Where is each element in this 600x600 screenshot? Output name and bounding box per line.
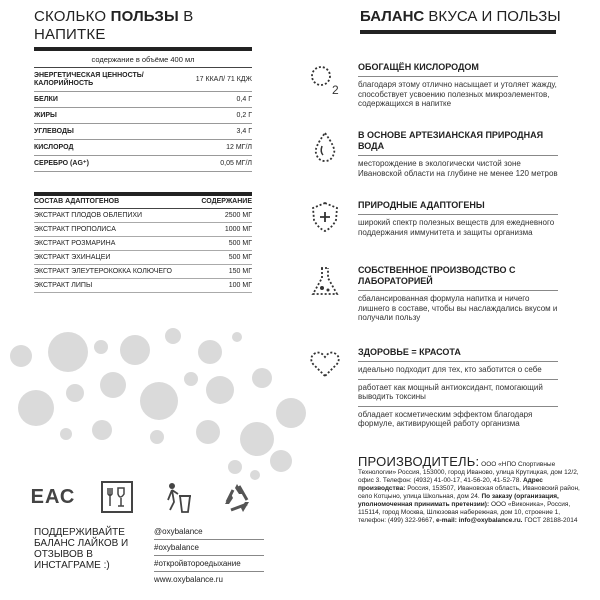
website-link[interactable]: www.oxybalance.ru <box>154 575 223 584</box>
adaptogen-value: 150 МГ <box>228 268 252 275</box>
nutrition-row <box>34 140 252 156</box>
nutrition-row <box>34 124 252 140</box>
nutrition-title <box>34 8 252 44</box>
right-title-bold: БАЛАНС <box>360 8 425 25</box>
bubble <box>140 382 178 420</box>
water-drop-icon <box>308 130 342 164</box>
feature-title: СОБСТВЕННОЕ ПРОИЗВОДСТВО С ЛАБОРАТОРИЕЙ <box>358 265 516 286</box>
adaptogen-value: 500 МГ <box>228 240 252 247</box>
adaptogen-name: ЭКСТРАКТ ЛИПЫ <box>34 282 93 289</box>
title-bold: ПОЛЬЗЫ <box>110 8 179 25</box>
nutrition-row <box>34 108 252 124</box>
instagram-call-to-action: ПОДДЕРЖИВАЙТЕ БАЛАНС ЛАЙКОВ И ОТЗЫВОВ В ИНСТАГРАМЕ :) <box>34 527 129 571</box>
social-links <box>154 524 264 587</box>
producer-label: ПРОИЗВОДИТЕЛЬ: <box>358 454 480 469</box>
feature-oxygen <box>332 62 558 109</box>
feature-water <box>358 130 558 178</box>
feature-description: сбалансированная формула напитка и ничего лишнего в составе, чтобы вы наслаждались вкусом и получали пользу <box>358 290 558 323</box>
social-hashtag[interactable]: #oxybalance <box>154 540 264 556</box>
oxygen-icon <box>308 62 342 96</box>
recycle-icon <box>218 478 256 516</box>
feature-adaptogens <box>358 200 558 237</box>
nutrient-name: ЭНЕРГЕТИЧЕСКАЯ ЦЕННОСТЬ/ КАЛОРИЙНОСТЬ <box>34 71 144 87</box>
adaptogen-row <box>34 279 252 293</box>
bubble <box>228 460 242 474</box>
adaptogen-value: 1000 МГ <box>224 226 252 233</box>
nutrition-row <box>34 156 252 172</box>
flask-icon <box>308 265 342 299</box>
gost-standard: ГОСТ 28188-2014 <box>524 517 578 524</box>
feature-description: месторождение в экологически чистой зоне Ивановской области на глубине не менее 120 метров <box>358 155 558 178</box>
adaptogen-row <box>34 209 252 223</box>
feature-production <box>358 265 558 323</box>
nutrient-value: 0,05 МГ/Л <box>220 159 252 167</box>
adaptogens-table <box>34 192 252 293</box>
nutrient-value: 0,2 Г <box>236 111 252 119</box>
adaptogen-row <box>34 251 252 265</box>
feature-title: ОБОГАЩЁН КИСЛОРОДОМ <box>358 62 479 72</box>
serving-size: содержание в объёме 400 мл <box>91 55 195 64</box>
bubble <box>18 390 54 426</box>
bubble <box>196 420 220 444</box>
feature-description: благодаря этому отлично насыщает и утоляет жажду, способствует усвоению полезных микроэлементов, содержащихся в напитке <box>358 76 558 109</box>
title-regular: СКОЛЬКО <box>34 8 111 25</box>
bubble <box>252 368 272 388</box>
certification-icons <box>30 478 264 518</box>
feature-description: обладает косметическим эффектом благодаря формуле, активирующей работу организма <box>358 406 558 429</box>
adaptogen-value: 2500 МГ <box>224 212 252 219</box>
right-title-regular: ВКУСА И ПОЛЬЗЫ <box>424 8 561 25</box>
bubble <box>240 422 274 456</box>
bubble <box>100 372 126 398</box>
adaptogen-row <box>34 265 252 279</box>
feature-title: ПРИРОДНЫЕ АДАПТОГЕНЫ <box>358 200 485 210</box>
title-tail: В НАПИТКЕ <box>34 8 194 43</box>
address-label: Адрес производства: <box>358 477 543 492</box>
adaptogens-header-value: СОДЕРЖАНИЕ <box>201 198 252 205</box>
food-contact-icon <box>98 478 136 516</box>
heart-icon <box>308 347 342 381</box>
producer-text: ООО «НПО Спортивные Технологии» Россия, 153000, город Иваново, улица Крутицкая, дом 12/2, офис 3. Телефон: (4932) 41-00-17, 41-56-20, 41-52-78. <box>358 461 579 484</box>
bubble <box>198 340 222 364</box>
nutrient-value: 12 МГ/Л <box>226 143 252 151</box>
bubble <box>92 420 112 440</box>
svg-text:2: 2 <box>332 83 339 96</box>
feature-description: широкий спектр полезных веществ для ежедневного поддержания иммунитета и защиты организма <box>358 214 558 237</box>
adaptogen-name: ЭКСТРАКТ РОЗМАРИНА <box>34 240 116 247</box>
right-title <box>360 8 561 26</box>
feature-title: ЗДОРОВЬЕ = КРАСОТА <box>358 347 461 357</box>
adaptogen-name: ЭКСТРАКТ ЭХИНАЦЕИ <box>34 254 111 261</box>
producer-info <box>358 454 580 525</box>
adaptogen-row <box>34 223 252 237</box>
adaptogen-row <box>34 237 252 251</box>
social-handle[interactable]: @oxybalance <box>154 524 264 540</box>
claims-text: ООО «Виконика», Россия, 115114, город Москва, Шлюзовая набережная, дом 10, строение 1, телефон: (499) 322-9667, <box>358 501 571 524</box>
adaptogens-header <box>34 196 252 208</box>
social-hashtag[interactable]: #откройвторoедыхание <box>154 556 264 572</box>
feature-description: работает как мощный антиоксидант, помогающий выводить токсины <box>358 379 558 402</box>
nutrient-value: 3,4 Г <box>236 127 252 135</box>
nutrient-name: БЕЛКИ <box>34 95 58 103</box>
bubble <box>165 328 181 344</box>
nutrition-row <box>34 68 252 92</box>
adaptogens-header-name: СОСТАВ АДАПТОГЕНОВ <box>34 198 120 205</box>
adaptogen-name: ЭКСТРАКТ ЭЛЕУТЕРОКОККА КОЛЮЧЕГО <box>34 268 172 275</box>
adaptogen-value: 100 МГ <box>228 282 252 289</box>
nutrient-value: 17 ККАЛ/ 71 КДЖ <box>195 75 252 83</box>
decorative-bubbles <box>0 310 300 480</box>
bubble <box>10 345 32 367</box>
adaptogen-name: ЭКСТРАКТ ПРОПОЛИСА <box>34 226 116 233</box>
bubble <box>120 335 150 365</box>
feature-health-beauty <box>358 347 558 429</box>
email-link[interactable]: info@oxybalance.ru. <box>458 517 523 524</box>
nutrient-name: УГЛЕВОДЫ <box>34 127 74 135</box>
nutrient-name: СЕРЕБРО (AG⁺) <box>34 159 89 167</box>
bubble <box>184 372 198 386</box>
address-text: Россия, 153507, Ивановская область, Ивановский район, село Котцыно, улица Школьная, дом 24. <box>358 485 580 500</box>
bubble <box>48 332 88 372</box>
bubble <box>66 384 84 402</box>
bubble <box>270 450 292 472</box>
nutrition-row <box>34 92 252 108</box>
shield-leaf-icon <box>308 200 342 234</box>
bubble <box>60 428 72 440</box>
feature-description: идеально подходит для тех, кто заботится о себе <box>358 361 558 375</box>
eac-icon: ЕАС <box>30 485 76 508</box>
adaptogen-name: ЭКСТРАКТ ПЛОДОВ ОБЛЕПИХИ <box>34 212 143 219</box>
email-label: e-mail: <box>435 517 457 524</box>
bubble <box>94 340 108 354</box>
right-panel <box>300 0 600 600</box>
bubble <box>232 332 242 342</box>
bubble <box>150 430 164 444</box>
dispose-bin-icon <box>160 478 198 516</box>
nutrient-name: КИСЛОРОД <box>34 143 74 151</box>
divider <box>360 30 556 34</box>
nutrient-value: 0,4 Г <box>236 95 252 103</box>
adaptogen-value: 500 МГ <box>228 254 252 261</box>
feature-title: В ОСНОВЕ АРТЕЗИАНСКАЯ ПРИРОДНАЯ ВОДА <box>358 130 544 151</box>
nutrition-block <box>34 8 252 293</box>
claims-label: По заказу (организация, уполномоченная принимать претензии): <box>358 493 559 508</box>
bubble <box>206 376 234 404</box>
nutrient-name: ЖИРЫ <box>34 111 57 119</box>
